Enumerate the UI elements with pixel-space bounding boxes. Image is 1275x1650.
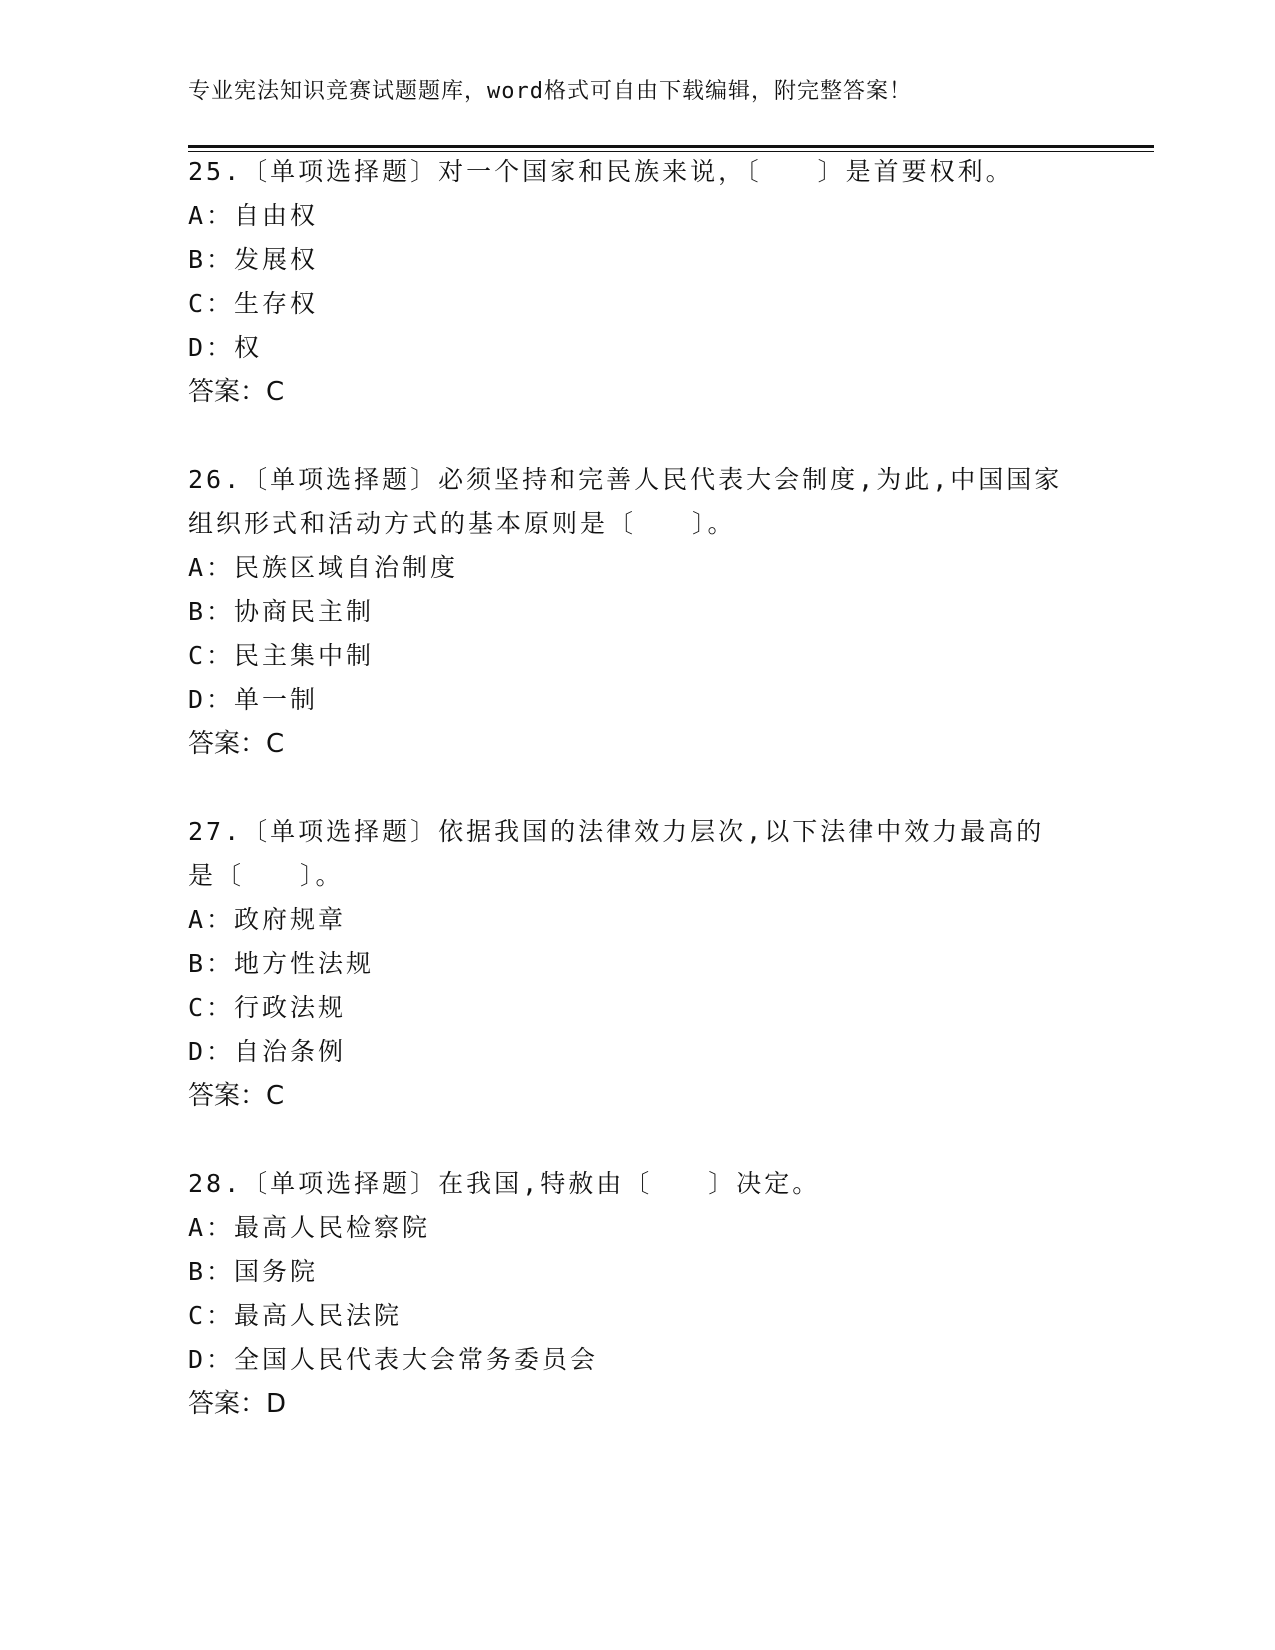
question-28-stem: 28.〔单项选择题〕在我国,特赦由〔 〕决定。 [188,1169,821,1198]
question-27-stem-line-1: 27.〔单项选择题〕依据我国的法律效力层次,以下法律中效力最高的 [188,817,1045,846]
question-27-option-c: C：行政法规 [188,993,347,1022]
question-26-stem-line-2: 组织形式和活动方式的基本原则是〔 〕。 [188,509,736,538]
question-27-answer: 答案：C [188,1081,285,1111]
question-27-stem-line-2: 是〔 〕。 [188,861,344,890]
question-26-option-a: A：民族区域自治制度 [188,553,459,582]
question-25-option-a: A：自由权 [188,201,319,230]
question-28-answer: 答案：D [188,1389,287,1419]
question-25-option-d: D：权 [188,333,263,362]
question-26-answer: 答案：C [188,729,285,759]
question-26-stem-line-1: 26.〔单项选择题〕必须坚持和完善人民代表大会制度,为此,中国国家 [188,465,1063,494]
question-28-option-c: C：最高人民法院 [188,1301,403,1330]
header-divider-thick [188,145,1154,148]
question-25-option-b: B：发展权 [188,245,319,274]
question-28-option-b: B：国务院 [188,1257,319,1286]
question-26-option-b: B：协商民主制 [188,597,375,626]
question-25-option-c: C：生存权 [188,289,319,318]
question-28-option-a: A：最高人民检察院 [188,1213,431,1242]
header-divider-thin [188,151,1154,152]
question-27-option-b: B：地方性法规 [188,949,375,978]
question-27-option-a: A：政府规章 [188,905,347,934]
question-26-option-d: D：单一制 [188,685,319,714]
page-header: 专业宪法知识竞赛试题题库，word格式可自由下载编辑，附完整答案！ [188,79,912,104]
question-27-option-d: D：自治条例 [188,1037,347,1066]
question-28-option-d: D：全国人民代表大会常务委员会 [188,1345,599,1374]
question-26-option-c: C：民主集中制 [188,641,375,670]
question-25-stem: 25.〔单项选择题〕对一个国家和民族来说，〔 〕是首要权利。 [188,157,1014,186]
question-25-answer: 答案：C [188,377,285,407]
